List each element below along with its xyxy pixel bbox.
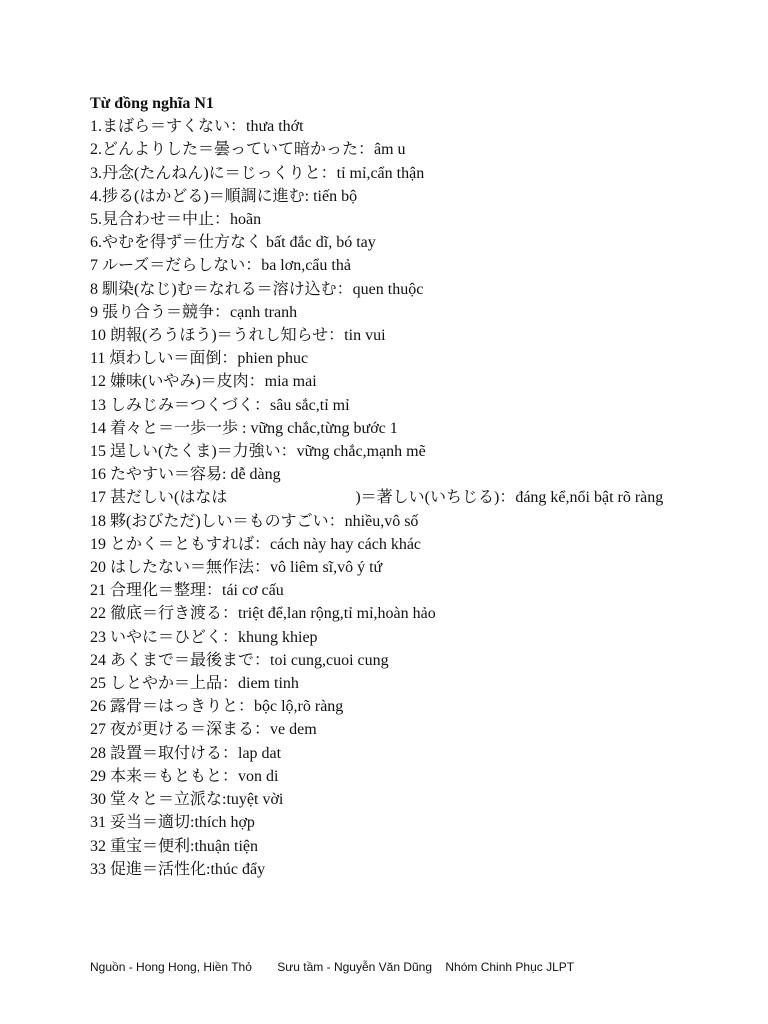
list-item: 1.まばら＝すくない：thưa thớt bbox=[90, 118, 304, 136]
list-item: 9 張り合う＝競争：cạnh tranh bbox=[90, 303, 298, 321]
list-item: 14 着々と＝一歩一歩 : vững chắc,từng bước 1 bbox=[90, 419, 398, 437]
list-item: 6.やむを得ず＝仕方なく bất đắc dĩ, bó tay bbox=[90, 234, 376, 252]
list-item: 20 はしたない＝無作法：vô liêm sĩ,vô ý tứ bbox=[90, 559, 383, 577]
list-item: 25 しとやか＝上品：diem tinh bbox=[90, 675, 299, 693]
list-item: 29 本来＝もともと：von di bbox=[90, 767, 279, 785]
list-item: 33 促進＝活性化:thúc đẩy bbox=[90, 860, 266, 878]
list-item: 26 露骨＝はっきりと：bộc lộ,rõ ràng bbox=[90, 698, 344, 716]
list-item: 3.丹念(たんねん)に＝じっくりと：tỉ mỉ,cẩn thận bbox=[90, 164, 425, 182]
footer-collector: Sưu tầm - Nguyễn Văn Dũng bbox=[277, 960, 433, 974]
list-item: 22 徹底＝行き渡る：triệt để,lan rộng,tỉ mỉ,hoàn hảo bbox=[90, 605, 436, 623]
list-item: 12 嫌味(いやみ)＝皮肉：mia mai bbox=[90, 373, 317, 391]
page-footer bbox=[90, 960, 574, 974]
list-item: 10 朗報(ろうほう)＝うれし知らせ：tin vui bbox=[90, 327, 386, 345]
list-item: 27 夜が更ける＝深まる：ve dem bbox=[90, 721, 317, 739]
list-item: 5.見合わせ＝中止：hoãn bbox=[90, 211, 262, 229]
list-item: 31 妥当＝適切:thích hợp bbox=[90, 814, 255, 832]
document-body bbox=[90, 92, 680, 881]
list-item: 17 甚だしい(はなは )＝著しい(いちじる)：đáng kể,nổi bật rõ ràng bbox=[90, 489, 664, 507]
list-item: 23 いやに＝ひどく：khung khiep bbox=[90, 628, 318, 646]
document-title: Từ đồng nghĩa N1 bbox=[90, 95, 214, 112]
list-item: 11 煩わしい＝面倒：phien phuc bbox=[90, 350, 309, 368]
list-item: 24 あくまで＝最後まで：toi cung,cuoi cung bbox=[90, 651, 389, 669]
list-item: 15 逞しい(たくま)＝力強い：vững chắc,mạnh mẽ bbox=[90, 443, 426, 461]
list-item: 21 合理化＝整理：tái cơ cấu bbox=[90, 582, 284, 600]
synonym-list bbox=[90, 115, 680, 881]
list-item: 18 夥(おびただ)しい＝ものすごい：nhiều,vô số bbox=[90, 512, 419, 530]
footer-source: Nguồn - Hong Hong, Hiền Thỏ bbox=[90, 960, 252, 974]
list-item: 32 重宝＝便利:thuận tiện bbox=[90, 837, 258, 855]
list-item: 16 たやすい＝容易: dễ dàng bbox=[90, 466, 281, 484]
list-item: 13 しみじみ＝つくづく：sâu sắc,tỉ mỉ bbox=[90, 396, 350, 414]
list-item: 7 ルーズ＝だらしない：ba lơn,cẩu thả bbox=[90, 257, 351, 275]
list-item: 28 設置＝取付ける：lap dat bbox=[90, 744, 282, 762]
footer-group: Nhóm Chinh Phục JLPT bbox=[445, 960, 575, 974]
list-item: 8 馴染(なじ)む＝なれる＝溶け込む：quen thuộc bbox=[90, 280, 424, 298]
list-item: 2.どんよりした＝曇っていて暗かった：âm u bbox=[90, 141, 406, 159]
list-item: 30 堂々と＝立派な:tuyệt vời bbox=[90, 791, 284, 809]
list-item: 19 とかく＝ともすれば：cách này hay cách khác bbox=[90, 535, 422, 553]
list-item: 4.捗る(はかどる)＝順調に進む: tiến bộ bbox=[90, 187, 358, 205]
